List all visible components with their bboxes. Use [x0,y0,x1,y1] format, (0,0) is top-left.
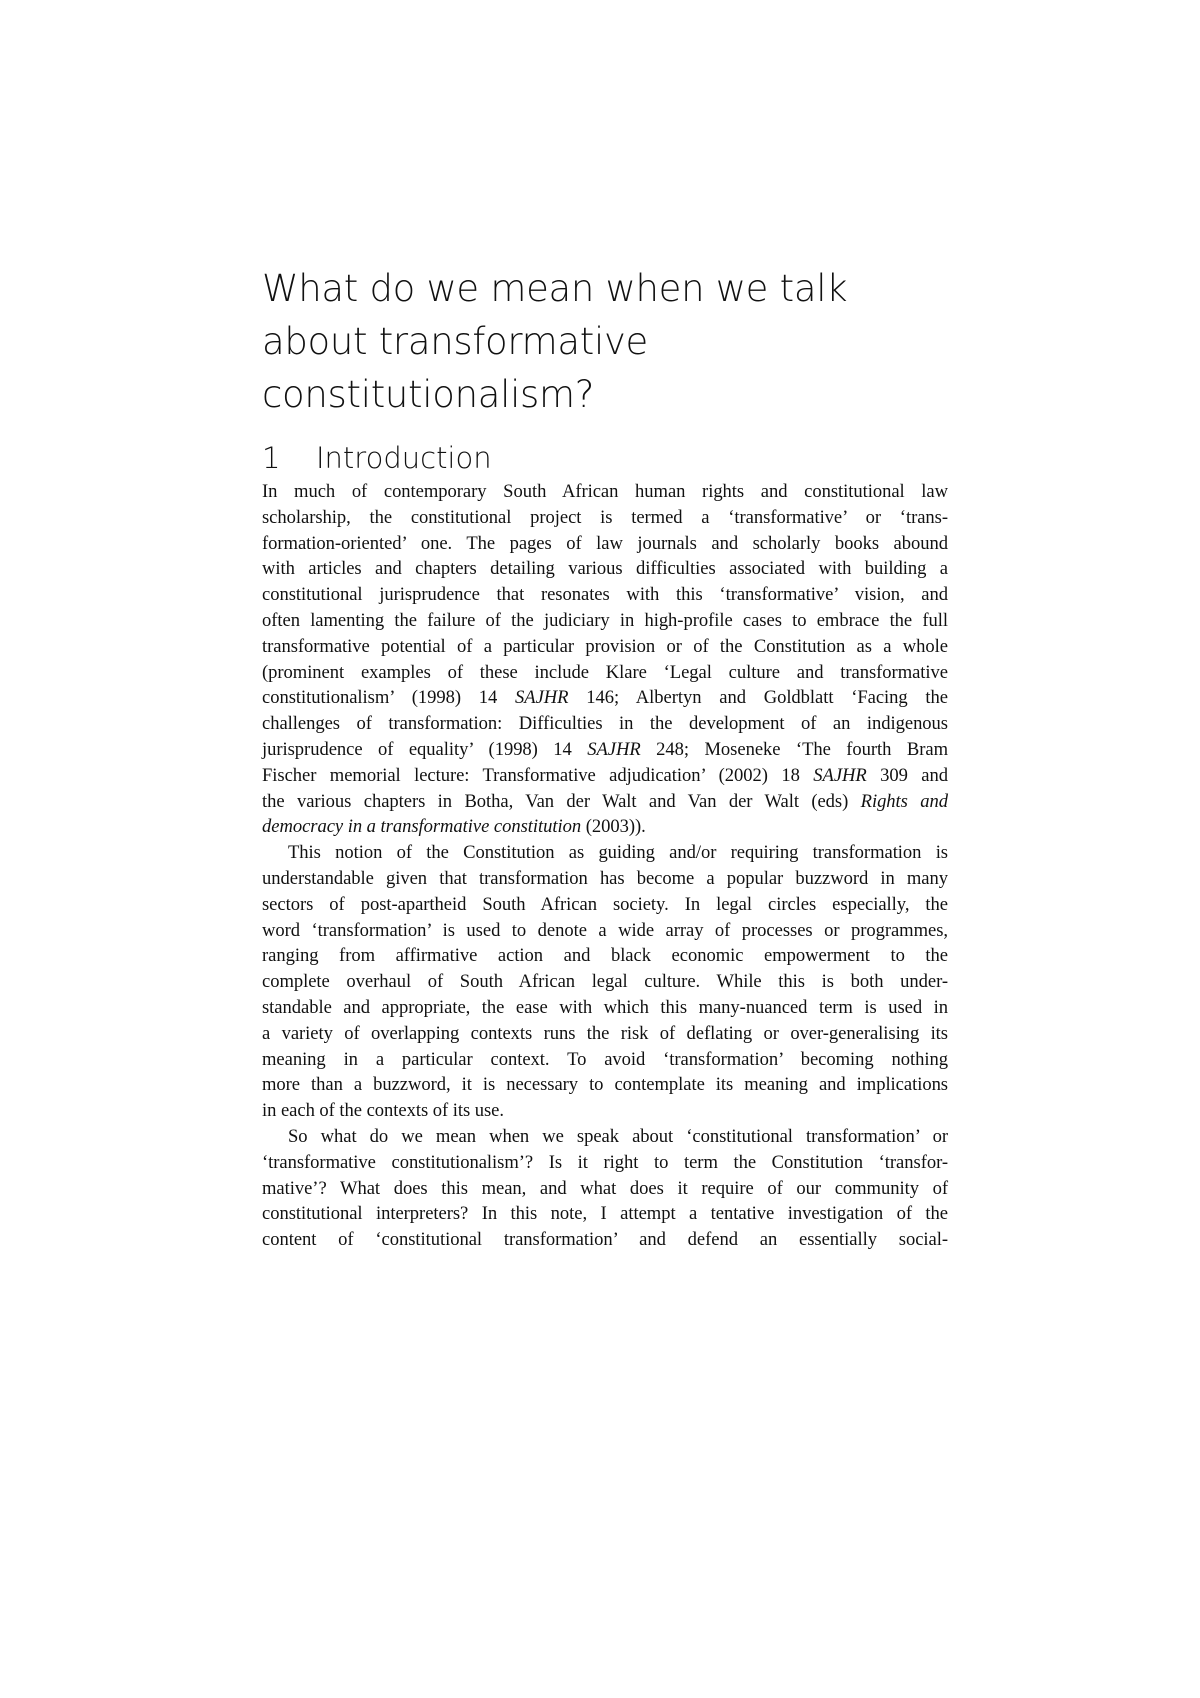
section-title: Introduction [316,441,492,475]
book-title: Rights and [860,790,948,812]
text-line: understandable given that transformation has become a popular buzzword in many [262,867,948,889]
journal-abbreviation: SAJHR [515,687,569,709]
article-title [262,262,948,421]
text-line [262,814,948,840]
text-line [262,737,948,763]
journal-abbreviation: SAJHR [813,764,867,786]
text-line: often lamenting the failure of the judiciary in high-profile cases to embrace the full [262,609,948,631]
text-line: (prominent examples of these include Klare ‘Legal culture and transformative [262,661,948,683]
journal-abbreviation: SAJHR [587,738,641,760]
text-line: sectors of post-apartheid South African society. In legal circles especially, the [262,893,948,915]
title-line: about transformative [262,320,649,363]
text-line: So what do we mean when we speak about ‘constitutional transformation’ or [288,1125,948,1147]
text-line: content of ‘constitutional transformation’ and defend an essentially social- [262,1229,948,1251]
text-line: standable and appropriate, the ease with which this many-nuanced term is used in [262,996,948,1018]
text-line [262,789,948,815]
text-line: challenges of transformation: Difficulties in the development of an indigenous [262,713,948,735]
text-line: in each of the contexts of its use. [262,1100,504,1122]
text-line: a variety of overlapping contexts runs the risk of deflating or over-generalising its [262,1022,948,1044]
text-line: with articles and chapters detailing various difficulties associated with building a [262,558,948,580]
text-line: word ‘transformation’ is used to denote a wide array of processes or programmes, [262,919,948,941]
text-run: constitutionalism’ (1998) 14 [262,687,516,709]
text-run: 309 and [866,764,949,786]
text-line: constitutional jurisprudence that resonates with this ‘transformative’ vision, and [262,584,948,606]
paragraph-1 [262,479,948,840]
paragraph-2 [262,840,948,1124]
text-line: formation-oriented’ one. The pages of law journals and scholarly books abound [262,532,948,554]
text-line: complete overhaul of South African legal culture. While this is both under- [262,971,948,993]
text-run: the various chapters in Botha, Van der Walt and Van der Walt (eds) [262,790,861,812]
text-line: ‘transformative constitutionalism’? Is it right to term the Constitution ‘transfor- [262,1151,948,1173]
text-line [262,763,948,789]
text-line: scholarship, the constitutional project is termed a ‘transformative’ or ‘trans- [262,506,948,528]
title-line: What do we mean when we talk [262,267,848,310]
text-run: (2003)). [581,816,646,838]
text-run: 248; Moseneke ‘The fourth Bram [640,738,948,760]
book-title: democracy in a transformative constitution [262,816,582,838]
text-line: transformative potential of a particular provision or of the Constitution as a whole [262,635,948,657]
text-line: This notion of the Constitution as guiding and/or requiring transformation is [288,842,948,864]
text-line: mative’? What does this mean, and what does it require of our community of [262,1177,948,1199]
title-line: constitutionalism? [262,373,595,416]
text-run: 146; Albertyn and Goldblatt ‘Facing the [568,687,948,709]
text-line: meaning in a particular context. To avoid ‘transformation’ becoming nothing [262,1048,948,1070]
text-line: more than a buzzword, it is necessary to contemplate its meaning and implications [262,1074,948,1096]
article [262,262,948,1253]
text-line: In much of contemporary South African human rights and constitutional law [262,481,948,502]
text-run: jurisprudence of equality’ (1998) 14 [262,738,588,760]
text-line: ranging from affirmative action and black economic empowerment to the [262,945,948,967]
paragraph-3 [262,1124,948,1253]
section-heading [262,439,948,477]
section-number: 1 [262,441,281,475]
text-line [262,685,948,711]
text-run: Fischer memorial lecture: Transformative adjudication’ (2002) 18 [262,764,814,786]
text-line: constitutional interpreters? In this note, I attempt a tentative investigation of the [262,1203,948,1225]
